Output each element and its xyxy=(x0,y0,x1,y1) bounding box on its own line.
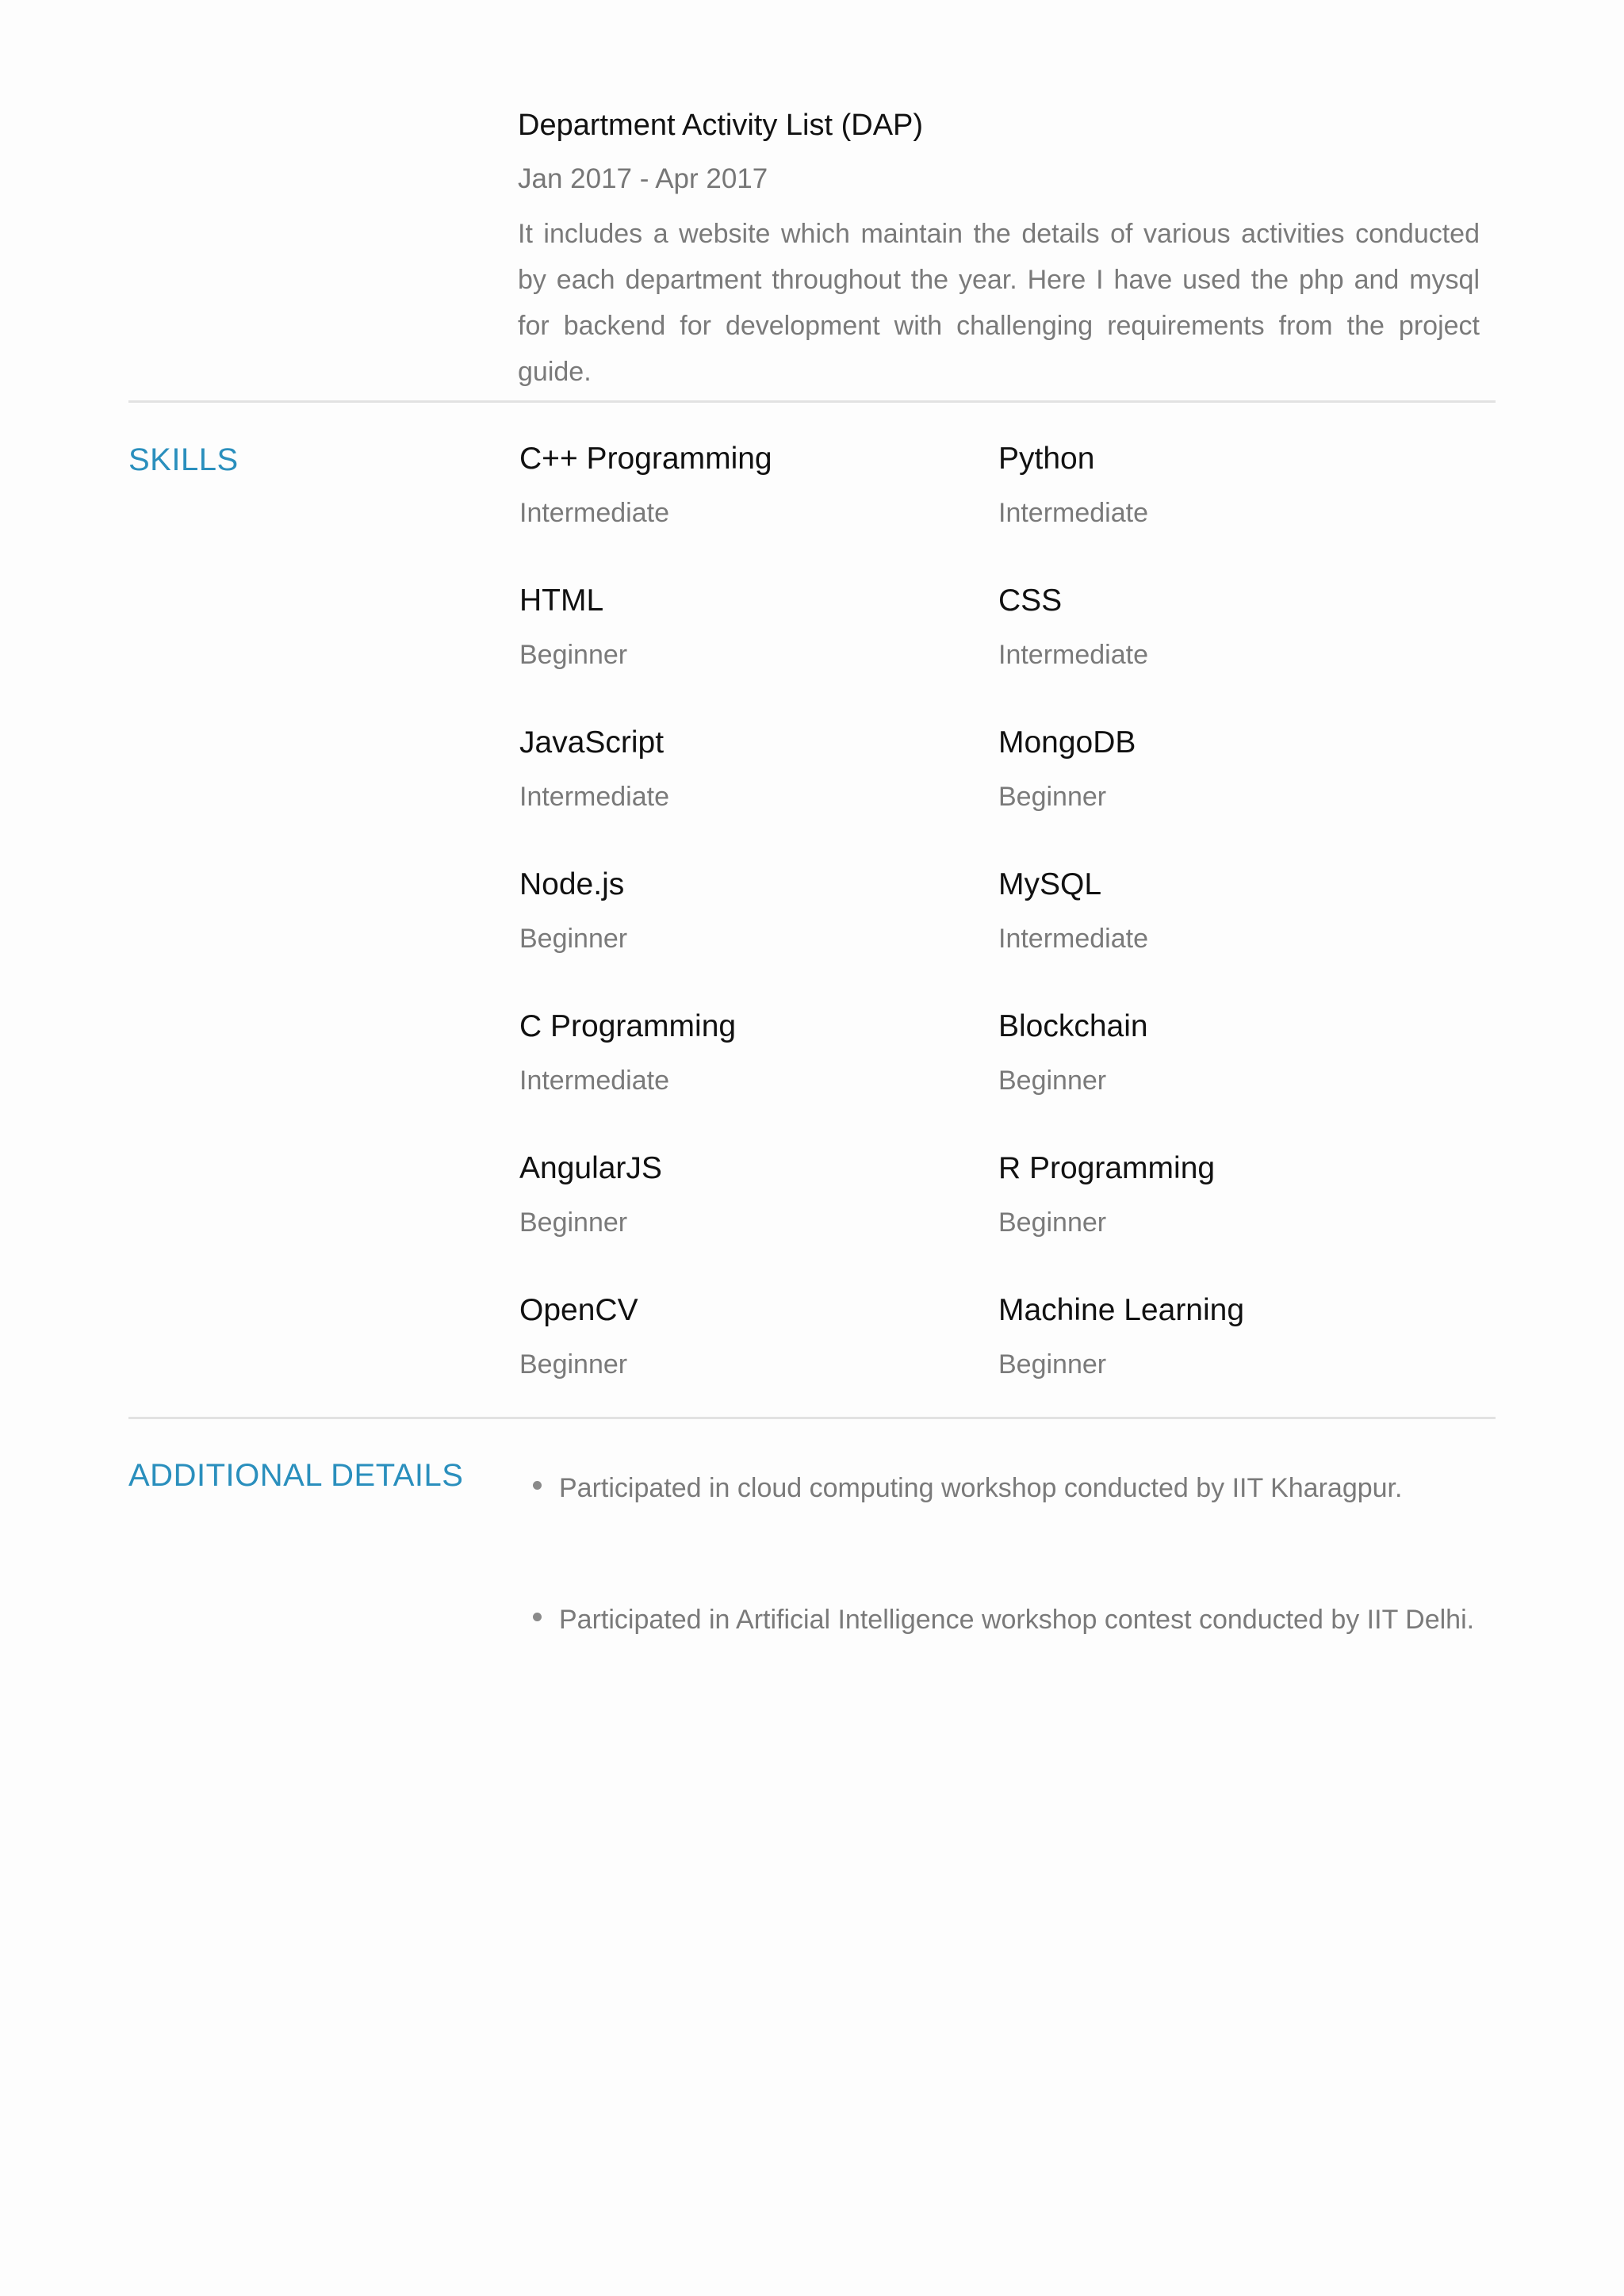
skill-name: Machine Learning xyxy=(998,1293,1245,1327)
skill-name: CSS xyxy=(998,584,1063,618)
section-divider xyxy=(128,400,1496,403)
skill-name: JavaScript xyxy=(519,725,665,760)
skill-name: R Programming xyxy=(998,1151,1216,1185)
project-title: Department Activity List (DAP) xyxy=(518,109,924,142)
skill-level: Beginner xyxy=(998,782,1107,812)
bullet-icon xyxy=(533,1481,542,1490)
project-entry xyxy=(518,101,1480,395)
skill-level: Intermediate xyxy=(998,498,1148,528)
skill-level: Intermediate xyxy=(519,1066,669,1096)
skill-level: Beginner xyxy=(998,1207,1107,1238)
skills-grid xyxy=(519,433,1487,1426)
skill-item xyxy=(519,1142,998,1284)
skill-level: Beginner xyxy=(519,1207,628,1238)
skill-item xyxy=(998,859,1477,1001)
skill-item xyxy=(519,1001,998,1142)
project-description: It includes a website which maintain the details of various activities conducted by each department throughout the year. Here I have used the php and mysql for backend for development with challenging requirements from the project guide. xyxy=(518,219,1480,387)
skill-level: Beginner xyxy=(998,1066,1107,1096)
skill-name: OpenCV xyxy=(519,1293,638,1327)
skill-level: Beginner xyxy=(519,1349,628,1380)
skill-name: C Programming xyxy=(519,1009,737,1043)
skill-level: Intermediate xyxy=(519,498,669,528)
skill-item xyxy=(519,575,998,717)
skill-item xyxy=(998,1284,1477,1426)
detail-text: Participated in Artificial Intelligence workshop contest conducted by IIT Delhi. xyxy=(559,1605,1475,1635)
bullet-icon xyxy=(533,1613,542,1621)
skills-heading: SKILLS xyxy=(128,442,239,477)
additional-details-heading: ADDITIONAL DETAILS xyxy=(128,1458,464,1493)
skill-level: Intermediate xyxy=(998,924,1148,954)
skill-item xyxy=(519,433,998,575)
skill-level: Intermediate xyxy=(519,782,669,812)
skill-name: MySQL xyxy=(998,867,1102,901)
skill-name: Blockchain xyxy=(998,1009,1148,1043)
skill-name: C++ Programming xyxy=(519,442,772,476)
skill-item xyxy=(998,717,1477,859)
skill-name: Python xyxy=(998,442,1095,476)
detail-text: Participated in cloud computing workshop conducted by IIT Kharagpur. xyxy=(559,1473,1403,1503)
skill-level: Beginner xyxy=(519,640,628,670)
project-dates: Jan 2017 - Apr 2017 xyxy=(518,163,768,194)
skill-level: Beginner xyxy=(519,924,628,954)
skill-item xyxy=(998,433,1477,575)
skill-level: Intermediate xyxy=(998,640,1148,670)
list-item xyxy=(531,1597,1483,1644)
skill-name: Node.js xyxy=(519,867,625,901)
skill-item xyxy=(519,859,998,1001)
list-item xyxy=(531,1465,1483,1512)
additional-details-list xyxy=(531,1465,1483,1728)
section-divider xyxy=(128,1417,1496,1419)
skill-item xyxy=(998,1142,1477,1284)
skill-level: Beginner xyxy=(998,1349,1107,1380)
skill-item xyxy=(998,1001,1477,1142)
skill-name: AngularJS xyxy=(519,1151,662,1185)
skill-item xyxy=(519,1284,998,1426)
skill-name: HTML xyxy=(519,584,604,618)
skill-item xyxy=(998,575,1477,717)
skill-name: MongoDB xyxy=(998,725,1136,760)
skill-item xyxy=(519,717,998,859)
